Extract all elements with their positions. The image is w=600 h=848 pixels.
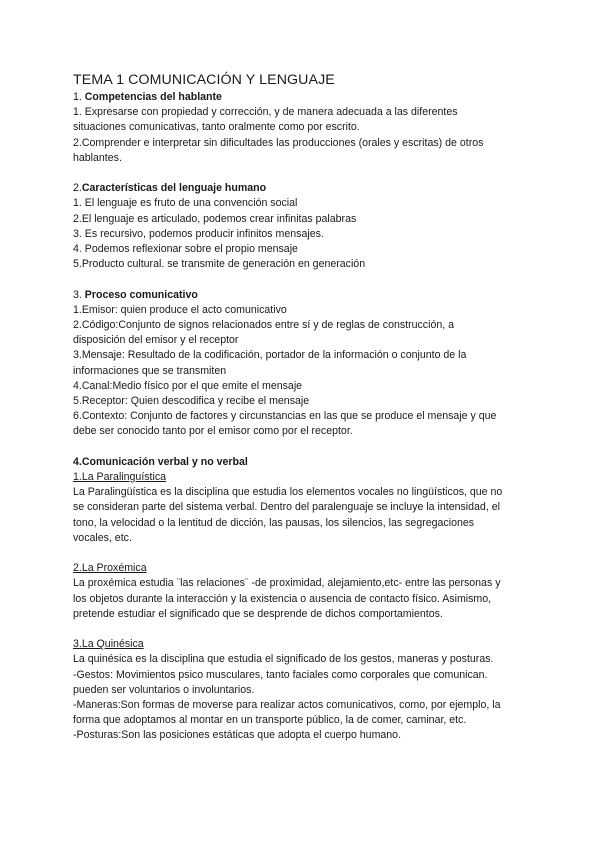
text-line: 2.Código:Conjunto de signos relacionados entre sí y de reglas de construcción, a bbox=[73, 319, 455, 332]
text-line: tono, la velocidad o la lentitud de dicción, las pausas, los silencios, las segregaciones bbox=[73, 516, 475, 529]
text-line: forma que adoptamos al montar en un transporte público, la de comer, caminar, etc. bbox=[73, 714, 467, 727]
text-line: hablantes. bbox=[73, 151, 122, 164]
text-line: 1. Expresarse con propiedad y corrección, y de manera adecuada a las diferentes bbox=[73, 106, 458, 119]
text-line: -Maneras:Son formas de moverse para realizar actos comunicativos, como, por ejemplo, la bbox=[73, 699, 501, 712]
text-line: 1. El lenguaje es fruto de una convención social bbox=[73, 197, 298, 210]
section-1-heading bbox=[73, 90, 535, 105]
document-page bbox=[73, 72, 535, 744]
section-title: Proceso comunicativo bbox=[84, 288, 198, 301]
text-line: 3. Es recursivo, podemos producir infinitos mensajes. bbox=[73, 227, 324, 240]
text-line: 3.Mensaje: Resultado de la codificación, portador de la información o conjunto de la bbox=[73, 349, 467, 362]
section-3-heading bbox=[73, 288, 535, 303]
text-line: 5.Producto cultural. se transmite de generación en generación bbox=[73, 258, 366, 271]
section-4-heading bbox=[73, 455, 535, 470]
text-line: disposición del emisor y el receptor bbox=[73, 334, 239, 347]
section-number: 1. bbox=[73, 91, 85, 103]
section-title: 4.Comunicación verbal y no verbal bbox=[73, 455, 248, 468]
text-line: 5.Receptor: Quien descodifica y recibe el mensaje bbox=[73, 395, 310, 408]
document-title: TEMA 1 COMUNICACIÓN Y LENGUAJE bbox=[73, 72, 335, 88]
text-line: pueden ser voluntarios o involuntarios. bbox=[73, 683, 255, 696]
text-line: informaciones que se transmiten bbox=[73, 364, 227, 377]
text-line: La quinésica es la disciplina que estudia el significado de los gestos, maneras y posturas. bbox=[73, 653, 494, 666]
subsection-paralinguistica: 1.La Paralinguística bbox=[73, 471, 167, 484]
text-line: La Paralingüística es la disciplina que estudia los elementos vocales no lingüísticos, que no bbox=[73, 486, 503, 499]
text-line: pretende estudiar el significado que se desprende de dichos comportamientos. bbox=[73, 607, 443, 620]
text-line: La proxémica estudia ¨las relaciones¨ -de proximidad, alejamiento,etc- entre las personas y bbox=[73, 577, 501, 590]
text-line: -Gestos: Movimientos psico musculares, tanto faciales como corporales que comunican. bbox=[73, 668, 488, 681]
text-line: vocales, etc. bbox=[73, 531, 132, 544]
section-number: 3. bbox=[73, 288, 85, 301]
text-line: 4. Podemos reflexionar sobre el propio mensaje bbox=[73, 243, 298, 256]
text-line: se consideran parte del sistema verbal. Dentro del paralenguaje se incluye la intensidad, el bbox=[73, 501, 500, 514]
section-title: Características del lenguaje humano bbox=[81, 182, 267, 195]
section-2-heading bbox=[73, 181, 535, 196]
text-line: debe ser conocido tanto por el emisor como por el receptor. bbox=[73, 425, 353, 438]
text-line: -Posturas:Son las posiciones estáticas que adopta el cuerpo humano. bbox=[73, 729, 402, 742]
subsection-proxemica: 2.La Proxémica bbox=[73, 562, 147, 575]
section-number: 2. bbox=[73, 182, 82, 195]
text-line: 2.El lenguaje es articulado, podemos crear infinitas palabras bbox=[73, 212, 357, 225]
subsection-quinesica: 3.La Quinésica bbox=[73, 638, 144, 651]
text-line: 4.Canal:Medio físico por el que emite el mensaje bbox=[73, 379, 303, 392]
text-line: los objetos durante la interacción y la existencia o ausencia de contacto físico. Asimismo, bbox=[73, 592, 492, 605]
text-line: situaciones comunicativas, tanto oralmente como por escrito. bbox=[73, 121, 360, 134]
text-line: 2.Comprender e interpretar sin dificultades las producciones (orales y escritas) de otros bbox=[73, 136, 484, 149]
section-title: Competencias del hablante bbox=[84, 91, 222, 103]
text-line: 6.Contexto: Conjunto de factores y circunstancias en las que se produce el mensaje y que bbox=[73, 410, 497, 423]
text-line: 1.Emisor: quien produce el acto comunicativo bbox=[73, 303, 287, 316]
